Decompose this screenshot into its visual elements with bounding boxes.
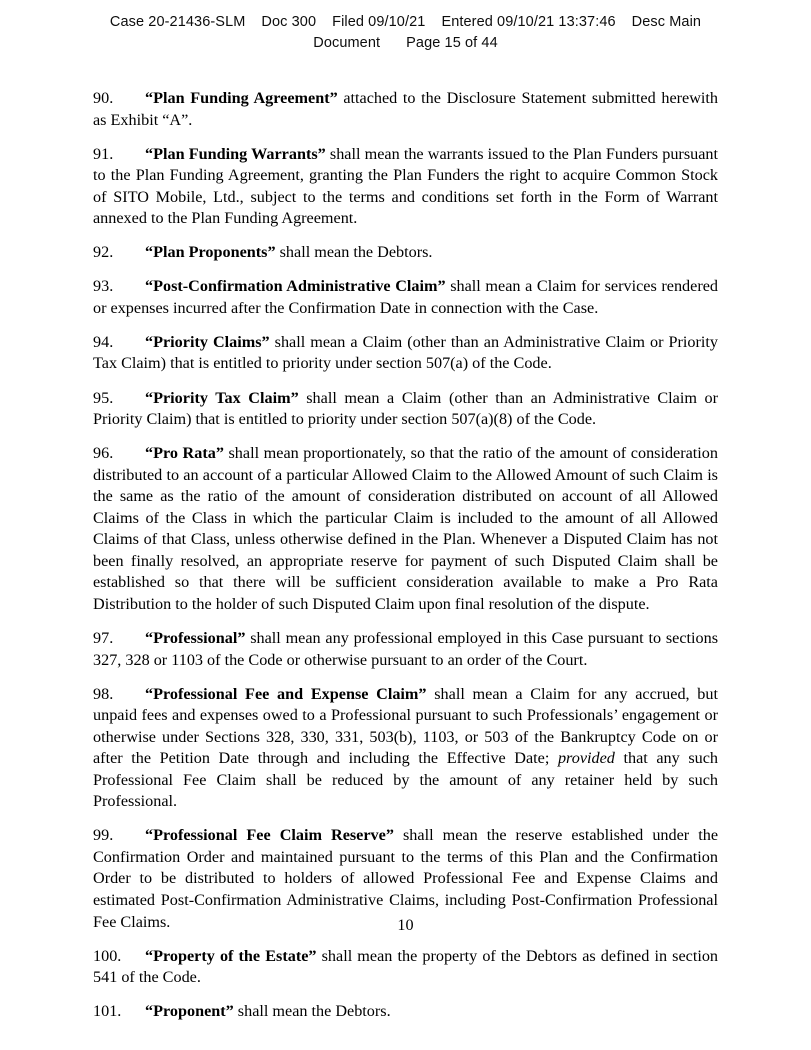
paragraph-100 xyxy=(93,946,718,989)
document-body xyxy=(93,88,718,1035)
paragraph-number: 90. xyxy=(93,89,114,107)
paragraph-91 xyxy=(93,144,718,230)
defined-term: “Professional Fee and Expense Claim” xyxy=(145,684,427,703)
paragraph-italic-text: provided xyxy=(557,749,615,768)
paragraph-text: shall mean the Debtors. xyxy=(275,243,433,262)
paragraph-text: attached to the Disclosure Statement submitted herewith as Exhibit “A”. xyxy=(93,89,718,129)
paragraph-number: 97. xyxy=(93,628,114,647)
entered-datetime: Entered 09/10/21 13:37:46 xyxy=(441,14,616,30)
case-number: Case 20-21436-SLM xyxy=(109,14,246,30)
paragraph-text: shall mean a Claim for services rendered or expenses incurred after the Confirmation Date in connection with the Case. xyxy=(93,277,718,317)
paragraph-text: shall mean any professional employed in this Case pursuant to sections 327, 328 or 1103 of the Code or otherwise pursuant to an order of the Court. xyxy=(93,628,718,669)
paragraph-text-continued: that any such Professional Fee Claim shall be reduced by the amount of any retainer held by such Professional. xyxy=(93,749,718,811)
paragraph-95 xyxy=(93,388,718,431)
defined-term: “Plan Funding Warrants” xyxy=(145,144,326,163)
doc-number: Doc 300 xyxy=(261,14,317,30)
paragraph-text: shall mean a Claim for any accrued, but unpaid fees and expenses owed to a Professional pursuant to such Professionals’ engagement or otherwise under Sections 328, 330, 331, 503(b), 1103, or 503 of the Bankruptcy Code on or after the Petition Date through and including the Effective Date; xyxy=(93,684,718,768)
defined-term: “Proponent” xyxy=(145,1002,234,1021)
paragraph-number: 91. xyxy=(93,144,114,163)
defined-term: “Post-Confirmation Administrative Claim” xyxy=(145,277,446,296)
page-of-label: Page 15 of 44 xyxy=(406,35,498,52)
paragraph-96 xyxy=(93,443,718,615)
paragraph-93 xyxy=(93,276,718,319)
paragraph-98 xyxy=(93,684,718,813)
paragraph-text: shall mean the warrants issued to the Plan Funders pursuant to the Plan Funding Agreement, granting the Plan Funders the right to acquire Common Stock of SITO Mobile, Ltd., subject to the terms and conditions set forth in the Form of Warrant annexed to the Plan Funding Agreement. xyxy=(93,144,718,228)
document-label: Document xyxy=(313,35,381,52)
defined-term: “Pro Rata” xyxy=(145,444,224,463)
defined-term: “Priority Tax Claim” xyxy=(145,388,299,407)
court-filing-stamp xyxy=(0,12,811,54)
paragraph-number: 100. xyxy=(93,946,122,965)
paragraph-text: shall mean proportionately, so that the ratio of the amount of consideration distributed to an account of a particular Allowed Claim to the Allowed Amount of such Claim is the same as the ratio of the amount of consideration distributed on account of all Allowed Claims of the Class in which the particular Claim is included to the amount of all Allowed Claims of that Class, unless otherwise defined in the Plan. Whenever a Disputed Claim has not been finally resolved, an appropriate reserve for payment of such Disputed Claim shall be established so that there will be sufficient consideration available to make a Pro Rata Distribution to the holder of such Disputed Claim upon final resolution of the dispute. xyxy=(93,444,718,613)
paragraph-number: 93. xyxy=(93,277,114,296)
paragraph-94 xyxy=(93,332,718,375)
paragraph-number: 94. xyxy=(93,332,114,351)
stamp-line-2 xyxy=(0,33,811,54)
desc-main: Desc Main xyxy=(631,14,702,30)
paragraph-text: shall mean the reserve established under the Confirmation Order and maintained pursuant to the terms of this Plan and the Confirmation Order to be distributed to holders of allowed Professional Fee and Expense Claims and estimated Post-Confirmation Administrative Claims, including Post-Confirmation Professional Fee Claims. xyxy=(93,826,719,931)
filed-date: Filed 09/10/21 xyxy=(332,14,426,30)
paragraph-number: 99. xyxy=(93,826,114,845)
paragraph-number: 96. xyxy=(93,444,114,463)
paragraph-number: 92. xyxy=(93,243,114,262)
defined-term: “Professional Fee Claim Reserve” xyxy=(145,826,394,845)
paragraph-text: shall mean the property of the Debtors as defined in section 541 of the Code. xyxy=(93,946,719,987)
defined-term: “Plan Funding Agreement” xyxy=(145,89,338,107)
defined-term: “Priority Claims” xyxy=(145,332,270,351)
paragraph-text: shall mean the Debtors. xyxy=(233,1002,391,1021)
defined-term: “Professional” xyxy=(145,628,246,647)
paragraph-92 xyxy=(93,242,718,264)
paragraph-number: 101. xyxy=(93,1002,122,1021)
defined-term: “Plan Proponents” xyxy=(145,243,276,262)
paragraph-text: shall mean a Claim (other than an Administrative Claim or Priority Claim) that is entitled to priority under section 507(a)(8) of the Code. xyxy=(93,388,718,429)
page-footer-number: 10 xyxy=(397,916,414,934)
defined-term: “Property of the Estate” xyxy=(145,946,317,965)
paragraph-number: 95. xyxy=(93,388,114,407)
paragraph-101 xyxy=(93,1001,718,1023)
paragraph-number: 98. xyxy=(93,684,114,703)
paragraph-text: shall mean a Claim (other than an Administrative Claim or Priority Tax Claim) that is entitled to priority under section 507(a) of the Code. xyxy=(93,332,718,373)
stamp-line-1 xyxy=(0,12,811,33)
paragraph-90 xyxy=(93,88,718,131)
paragraph-97 xyxy=(93,628,718,671)
